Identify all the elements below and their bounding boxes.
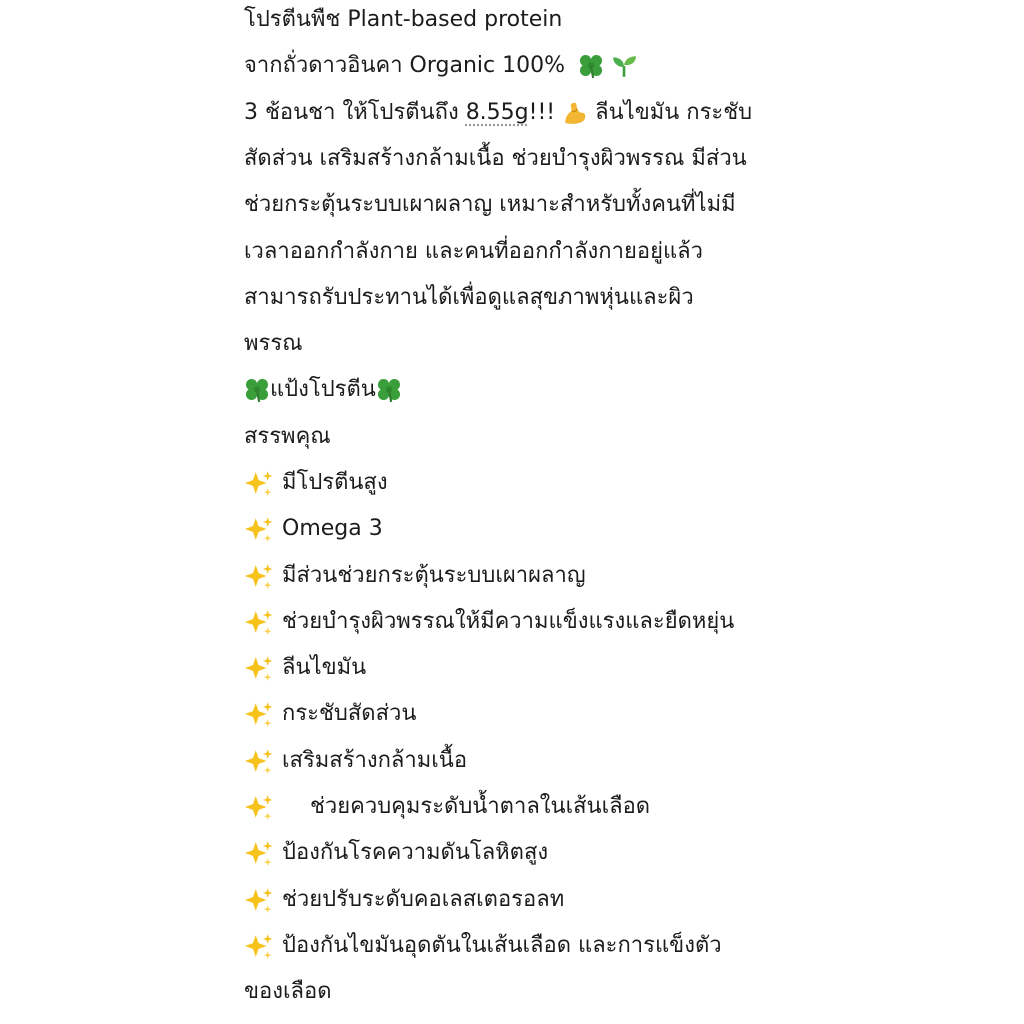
line-8 [244, 329, 303, 359]
last-line-text: ของเลือด [244, 979, 332, 1004]
amount-suffix: ลีนไขมัน กระชับ [595, 100, 753, 125]
amount-exclamation: !!! [528, 100, 556, 125]
line-source [244, 51, 637, 81]
benefit-text: เสริมสร้างกล้ามเนื้อ [282, 748, 468, 773]
seedling-icon [611, 53, 637, 79]
line-7-text: สามารถรับประทานได้เพื่อดูแลสุขภาพหุ่นและผิว [244, 285, 694, 310]
benefit-text: มีส่วนช่วยกระตุ้นระบบเผาผลาญ [282, 563, 586, 588]
benefit-item [244, 838, 548, 868]
benefit-text: Omega 3 [282, 516, 383, 541]
benefit-text: ช่วยปรับระดับคอเลสเตอรอลท [282, 887, 565, 912]
benefit-text: ช่วยบำรุงผิวพรรณให้มีความแข็งแรงและยืดหยุ่น [282, 609, 735, 634]
sparkles-icon [244, 840, 274, 866]
benefit-text: กระชับสัดส่วน [282, 701, 417, 726]
line-last [244, 977, 332, 1007]
benefit-text: มีโปรตีนสูง [282, 470, 388, 495]
benefit-item [244, 468, 388, 498]
line-6 [244, 237, 703, 267]
line-5 [244, 190, 736, 220]
benefit-item [244, 607, 734, 637]
line-4 [244, 144, 747, 174]
line-heading [244, 375, 402, 405]
sparkles-icon [244, 933, 274, 959]
sparkles-icon [244, 609, 274, 635]
four-leaf-clover-icon [578, 53, 604, 79]
line-4-text: สัดส่วน เสริมสร้างกล้ามเนื้อ ช่วยบำรุงผิวพรรณ มีส่วน [244, 146, 747, 171]
benefit-item [244, 699, 416, 729]
line-6-text: เวลาออกกำลังกาย และคนที่ออกกำลังกายอยู่แล้ว [244, 239, 703, 264]
benefit-item [244, 885, 564, 915]
sparkles-icon [244, 794, 274, 820]
sparkles-icon [244, 470, 274, 496]
four-leaf-clover-icon [244, 377, 270, 403]
amount-prefix: 3 ช้อนชา ให้โปรตีนถึง [244, 100, 466, 125]
benefit-text: ป้องกันโรคความดันโลหิตสูง [282, 840, 549, 865]
heading-text: แป้งโปรตีน [270, 377, 376, 402]
sparkles-icon [244, 887, 274, 913]
flexed-biceps-icon [562, 100, 588, 126]
source-text: จากถั่วดาวอินคา Organic 100% [244, 53, 566, 78]
sparkles-icon [244, 748, 274, 774]
sparkles-icon [244, 563, 274, 589]
four-leaf-clover-icon [376, 377, 402, 403]
amount-value: 8.55g [465, 100, 529, 125]
sparkles-icon [244, 655, 274, 681]
benefit-text: ป้องกันไขมันอุดตันในเส้นเลือด และการแข็งตัว [282, 933, 722, 958]
benefit-item [244, 561, 586, 591]
benefit-item [244, 514, 383, 544]
benefit-text: ลีนไขมัน [282, 655, 367, 680]
line-5-text: ช่วยกระตุ้นระบบเผาผลาญ เหมาะสำหรับทั้งคนที่ไม่มี [244, 192, 736, 217]
benefit-item [244, 653, 366, 683]
sparkles-icon [244, 701, 274, 727]
sparkles-icon [244, 516, 274, 542]
line-benefits-title [244, 422, 331, 452]
benefits-title: สรรพคุณ [244, 424, 331, 449]
line-8-text: พรรณ [244, 331, 303, 356]
benefit-item [244, 746, 467, 776]
benefit-item [244, 931, 722, 961]
line-protein-amount [244, 98, 752, 128]
line-7 [244, 283, 694, 313]
benefit-item [244, 792, 650, 822]
line-title [244, 5, 562, 35]
benefit-text: ช่วยควบคุมระดับน้ำตาลในเส้นเลือด [282, 794, 651, 819]
title-text: โปรตีนพืช Plant-based protein [244, 7, 563, 32]
